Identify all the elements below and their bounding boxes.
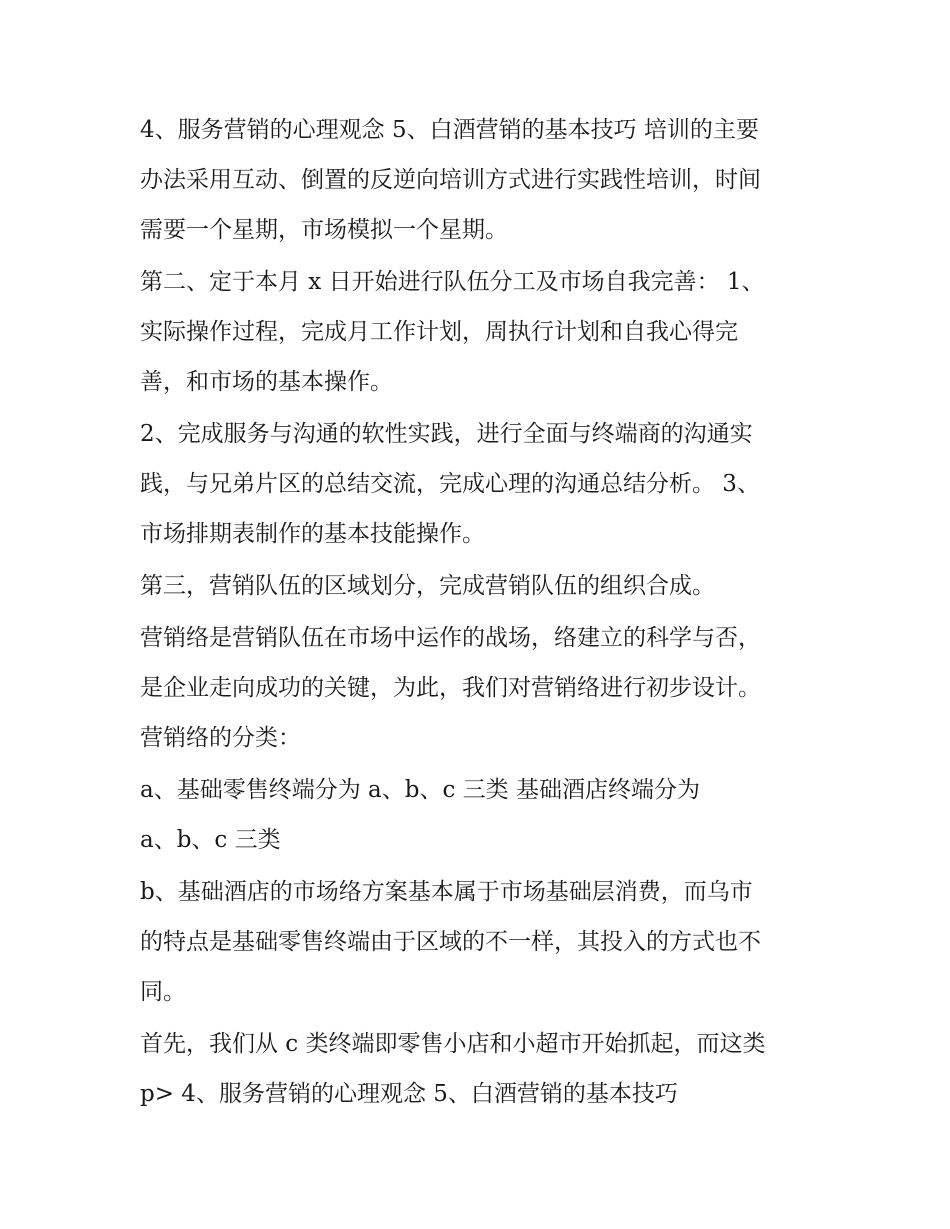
text-line-1: 4、服务营销的心理观念 5、白酒营销的基本技巧 培训的主要 xyxy=(140,117,759,143)
text-line-14: a、基础零售终端分为 a、b、c 三类 基础酒店终端分为 xyxy=(140,777,700,803)
text-line-8: 践，与兄弟片区的总结交流，完成心理的沟通总结分析。 3、 xyxy=(140,471,760,497)
text-line-18: 同。 xyxy=(140,979,186,1005)
text-line-16: b、基础酒店的市场络方案基本属于市场基础层消费，而乌市 xyxy=(140,879,753,905)
text-line-6: 善，和市场的基本操作。 xyxy=(140,369,393,395)
text-line-3: 需要一个星期，市场模拟一个星期。 xyxy=(140,217,508,243)
text-line-20: p> 4、服务营销的心理观念 5、白酒营销的基本技巧 xyxy=(140,1081,678,1107)
text-line-7: 2、完成服务与沟通的软性实践，进行全面与终端商的沟通实 xyxy=(140,421,753,447)
text-line-5: 实际操作过程，完成月工作计划，周执行计划和自我心得完 xyxy=(140,319,738,345)
text-line-19: 首先，我们从 c 类终端即零售小店和小超市开始抓起，而这类 xyxy=(140,1031,766,1057)
text-line-17: 的特点是基础零售终端由于区域的不一样，其投入的方式也不 xyxy=(140,929,761,955)
text-line-12: 是企业走向成功的关键，为此，我们对营销络进行初步设计。 xyxy=(140,675,761,701)
text-line-13: 营销络的分类： xyxy=(140,725,301,751)
text-line-11: 营销络是营销队伍在市场中运作的战场，络建立的科学与否， xyxy=(140,625,761,651)
text-line-10: 第三，营销队伍的区域划分，完成营销队伍的组织合成。 xyxy=(140,573,715,599)
text-line-9: 市场排期表制作的基本技能操作。 xyxy=(140,521,485,547)
text-line-2: 办法采用互动、倒置的反逆向培训方式进行实践性培训，时间 xyxy=(140,167,761,193)
text-line-4: 第二、定于本月 x 日开始进行队伍分工及市场自我完善： 1、 xyxy=(140,269,765,295)
text-line-15: a、b、c 三类 xyxy=(140,827,281,853)
